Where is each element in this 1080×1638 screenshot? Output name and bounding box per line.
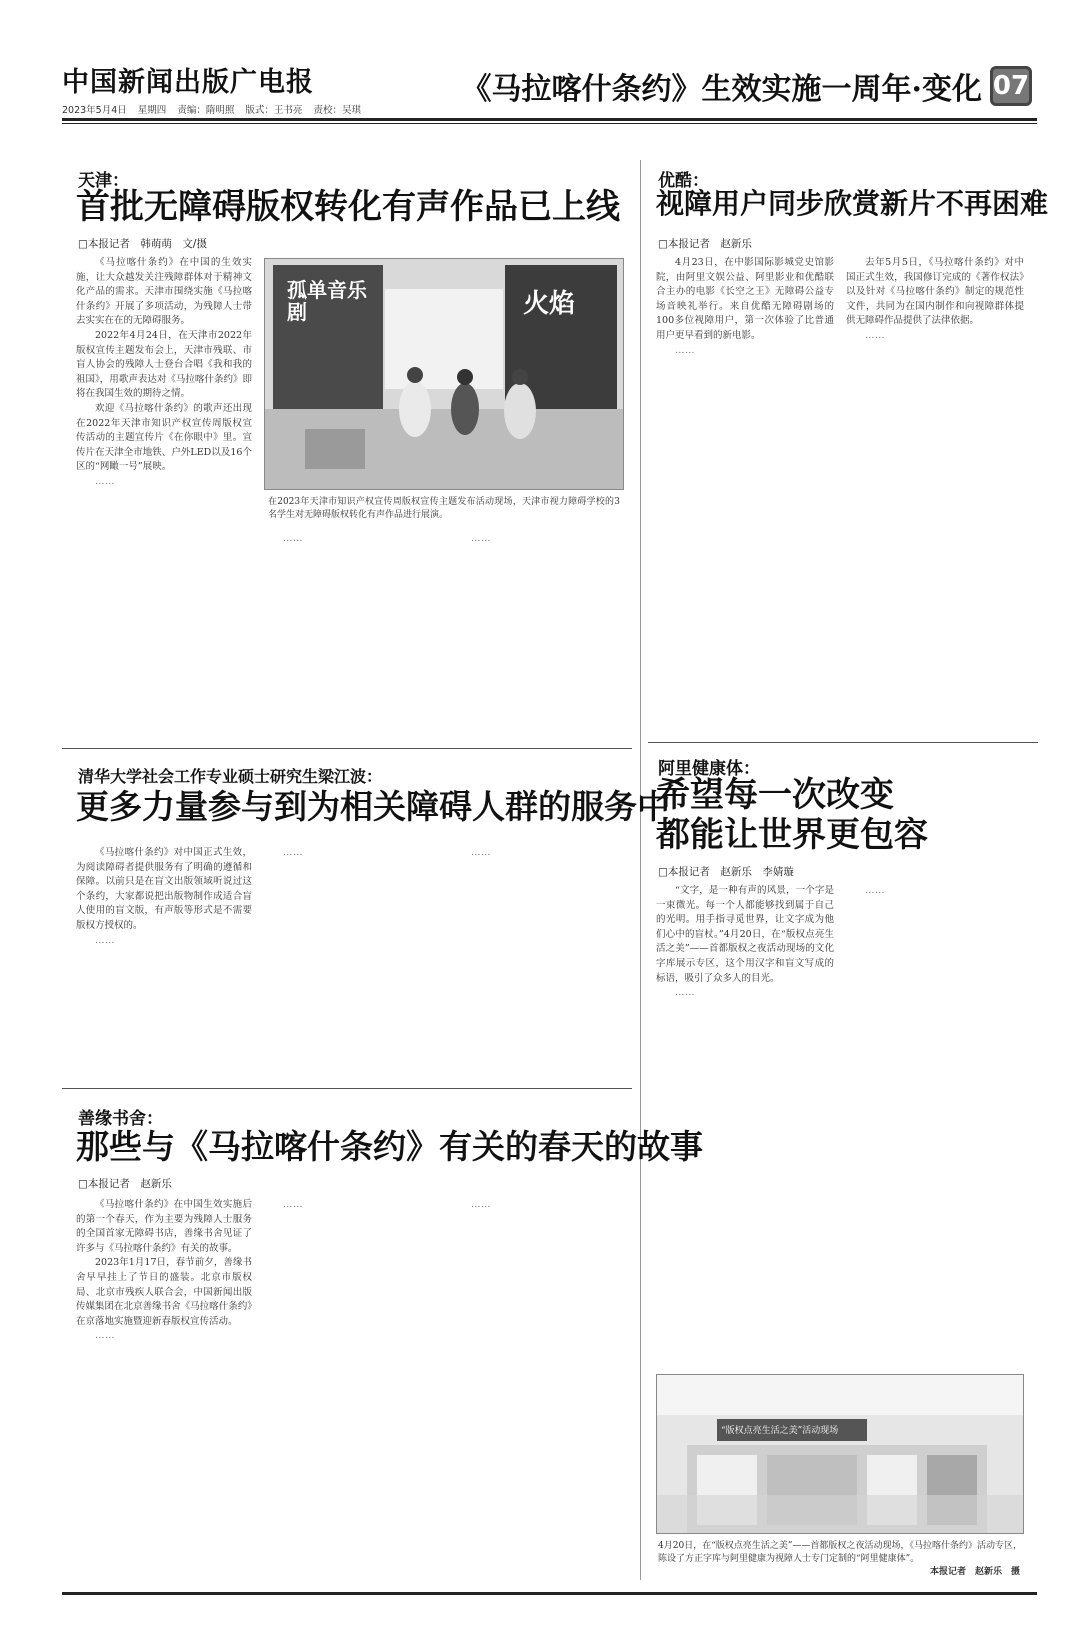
article-tsinghua-headline: 更多力量参与到为相关障碍人群的服务中 — [76, 787, 670, 826]
article-paragraph: 2023年1月17日，春节前夕，善缘书舍早早挂上了节日的盛装。北京市版权局、北京市残疾人联合会，中国新闻出版传媒集团在北京善缘书舍《马拉喀什条约》在京落地实施暨迎新春版权宣传活动。 — [76, 1257, 252, 1327]
article-shanyuan-kicker: 善缘书舍： — [78, 1109, 163, 1129]
header-rule-thin — [62, 123, 1037, 124]
proof-credit: 责校：吴琪 — [313, 105, 361, 116]
article-alihealth-col1 — [656, 884, 834, 1368]
text-continuation: …… — [865, 329, 885, 341]
article-tianjin-byline: □本报记者 韩萌萌 文/摄 — [78, 238, 207, 250]
section-separator — [648, 742, 1038, 743]
article-tsinghua-col2 — [264, 846, 440, 1066]
photo-booth-sign: “版权点亮生活之美”活动现场 — [721, 1426, 839, 1436]
article-paragraph: 2022年4月24日，在天津市2022年版权宣传主题发布会上，天津市残联、市盲人协会的残障人士登台合唱《我和我的祖国》，用歌声表达对《马拉喀什条约》即将在我国生效的期待之情。 — [76, 329, 252, 400]
article-shanyuan-headline: 那些与《马拉喀什条约》有关的春天的故事 — [76, 1127, 703, 1166]
article-youku-byline: □本报记者 赵新乐 — [658, 238, 752, 250]
column-divider — [640, 160, 641, 1580]
article-youku-headline: 视障用户同步欣赏新片不再困难 — [656, 187, 1049, 220]
article-paragraph: 《马拉喀什条约》对中国正式生效，为阅读障碍者提供服务有了明确的遵循和保障。以前只是在盲文出版领域听说过这个条约，大家都说把出版物制作成适合盲人使用的盲文版，有声版等形式是不需要版权方授权的。 — [76, 847, 252, 931]
text-continuation: …… — [95, 1330, 115, 1342]
article-paragraph: 欢迎《马拉喀什条约》的歌声还出现在2022年天津市知识产权宣传周版权宣传活动的主题宣传片《在你眼中》里。宣传片在天津全市地铁、户外LED以及16个区的“网瞰一号”展映。 — [76, 402, 252, 473]
article-tianjin-col3 — [452, 532, 624, 730]
article-alihealth-byline: □本报记者 赵新乐 李婧璇 — [658, 866, 794, 878]
article-paragraph: 4月23日，在中影国际影城党史馆影院，由阿里文娱公益、阿里影业和优酷联合主办的电影《长空之王》无障碍公益专场音映礼举行。来自优酷无障碍剧场的100多位视障用户，第一次体验了比普通用户更早看到的新电影。 — [656, 257, 834, 341]
article-tianjin-photo — [264, 258, 624, 490]
article-tsinghua-col3 — [452, 846, 624, 1066]
text-continuation: …… — [283, 533, 303, 544]
article-alihealth-photo-credit: 本报记者 赵新乐 摄 — [929, 1567, 1020, 1577]
header-rule — [62, 118, 1037, 121]
article-tianjin-headline: 首批无障碍版权转化有声作品已上线 — [76, 187, 620, 227]
exhibit-photo-illustration — [657, 1375, 1024, 1534]
article-alihealth-headline-line1: 希望每一次改变 — [656, 775, 894, 815]
article-shanyuan-col3 — [452, 1198, 624, 1584]
article-shanyuan-col2 — [264, 1198, 440, 1584]
text-continuation: …… — [95, 934, 115, 946]
article-shanyuan-byline: □本报记者 赵新乐 — [78, 1178, 172, 1190]
article-tianjin-col1 — [76, 256, 252, 730]
issue-weekday: 星期四 — [137, 105, 167, 116]
article-alihealth-col2 — [846, 884, 1024, 1368]
article-alihealth-photo-caption: 4月20日，在“版权点亮生活之美”——首都版权之夜活动现场，《马拉喀什条约》活动专区，陈设了方正字库与阿里健康为视障人士专门定制的“阿里健康体”。 — [658, 1541, 1022, 1564]
newspaper-name: 中国新闻出版广电报 — [62, 67, 314, 98]
article-alihealth-photo — [656, 1374, 1024, 1534]
page-title: 《马拉喀什条约》生效实施一周年·变化 — [461, 72, 982, 107]
photo-banner-left: 孤单音乐剧 — [287, 278, 367, 324]
page-header — [462, 64, 1032, 108]
text-continuation: …… — [95, 475, 115, 487]
article-youku-col1 — [656, 256, 834, 726]
text-continuation: …… — [675, 344, 695, 356]
article-paragraph: 《马拉喀什条约》在中国生效实施后的第一个春天，作为主要为残障人士服务的全国首家无障碍书店，善缘书舍见证了许多与《马拉喀什条约》有关的故事。 — [76, 1199, 252, 1254]
text-continuation: …… — [471, 1199, 491, 1210]
photo-banner-right: 火焰 — [523, 289, 576, 319]
text-continuation: …… — [283, 847, 303, 858]
article-paragraph: 《马拉喀什条约》在中国的生效实施，让大众越发关注残障群体对于精神文化产品的需求。天津市围绕实施《马拉喀什条约》开展了多项活动，为残障人士带去实实在在的无障碍服务。 — [76, 257, 252, 327]
text-continuation: …… — [471, 533, 491, 544]
text-continuation: …… — [865, 885, 885, 896]
editor-credit: 责编：隋明照 — [177, 105, 235, 116]
section-separator — [62, 748, 632, 749]
article-youku-kicker: 优酷： — [658, 171, 709, 191]
article-alihealth-headline-line2: 都能让世界更包容 — [656, 815, 928, 855]
article-tianjin-photo-caption: 在2023年天津市知识产权宣传周版权宣传主题发布活动现场，天津市视力障碍学校的3名学生对无障碍版权转化有声作品进行展演。 — [268, 497, 620, 520]
layout-credit: 版式：王书亮 — [245, 105, 303, 116]
footer-rule — [62, 1592, 1037, 1595]
article-paragraph: “文字，是一种有声的风景，一个字是一束微光。每一个人都能够找到属于自己的光明。用手指寻觅世界，让文字成为他们心中的盲杖。”4月20日，在“版权点亮生活之美”——首都版权之夜活动现场的文化字库展示专区，这个用汉字和盲文写成的标语，吸引了众多人的目光。 — [656, 885, 834, 984]
text-continuation: …… — [675, 987, 695, 999]
article-tianjin-kicker: 天津： — [78, 171, 129, 191]
text-continuation: …… — [283, 1199, 303, 1210]
article-shanyuan-col1 — [76, 1198, 252, 1584]
article-youku-col2 — [846, 256, 1024, 726]
page-number: 07 — [990, 66, 1032, 106]
article-tianjin-col2 — [264, 532, 440, 730]
issue-date: 2023年5月4日 — [62, 105, 127, 116]
article-alihealth-kicker: 阿里健康体： — [658, 759, 760, 779]
issue-meta — [62, 102, 369, 116]
article-paragraph: 去年5月5日，《马拉喀什条约》对中国正式生效，我国修订完成的《著作权法》以及针对《马拉喀什条约》制定的规范性文件，共同为在国内制作和向视障群体提供无障碍作品提供了法律依据。 — [846, 257, 1024, 327]
section-separator — [62, 1088, 632, 1089]
text-continuation: …… — [471, 847, 491, 858]
article-tsinghua-kicker: 清华大学社会工作专业硕士研究生梁江波： — [78, 767, 383, 786]
article-tsinghua-col1 — [76, 846, 252, 1066]
